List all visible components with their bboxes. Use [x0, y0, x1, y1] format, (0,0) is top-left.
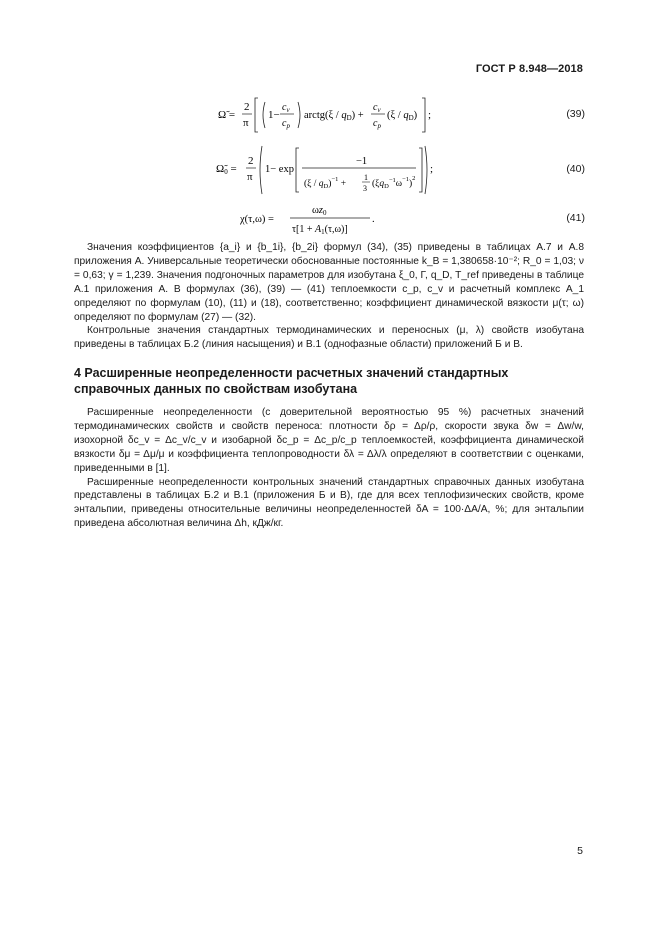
document-header: ГОСТ Р 8.948—2018 — [475, 63, 583, 75]
svg-text:;: ; — [428, 109, 432, 121]
formula-41 — [240, 200, 390, 240]
svg-text:(ξ / qD): (ξ / qD) — [387, 110, 418, 122]
section-heading: 4 Расширенные неопределенности расчетных значений стандартных справочных данных по свойствам изобутана — [74, 366, 509, 396]
equation-number-39: (39) — [566, 108, 585, 120]
svg-text:1: 1 — [364, 173, 368, 182]
paragraph-control-values: Контрольные значения стандартных термодинамических и переносных (μ, λ) свойств изобутана приведены в таблицах Б.2 (линия насыщения) и В.1 (однофазные области) приложений Б и В. — [74, 325, 584, 351]
svg-text:−1: −1 — [356, 156, 368, 167]
svg-text:π: π — [247, 171, 253, 183]
coefficients-paragraph-block — [74, 241, 584, 352]
svg-text:cv: $c_v$ — [373, 102, 381, 114]
svg-text:Ω̃ =: Ω̃ = — [218, 109, 236, 121]
paragraph-uncertainties: Расширенные неопределенности (с доверительной вероятностью 95 %) расчетных значений термодинамических свойств и свойств переноса: плотности δρ = Δρ/ρ, скорости звука δw = Δw/w, изохорной δc_v = Δc_v/c_v и изобарной δc_p = Δc_p/c_p теплоемкостей, коэффициента динамической вязкости δμ = Δμ/μ и коэффициента теплопроводности δλ = Δλ/λ определяют в соответствии с оценками, приведенными в [1]. — [74, 407, 584, 474]
svg-text:3: 3 — [363, 184, 367, 193]
svg-text:arctg(ξ / qD) +: arctg(ξ / qD) + — [304, 110, 364, 122]
svg-text:χ(τ,ω) =: χ(τ,ω) = — [240, 214, 274, 225]
svg-text:cv: $c_v$ — [282, 102, 290, 114]
svg-text:cp: $c_p$ — [373, 118, 381, 130]
equation-number-41: (41) — [566, 212, 585, 224]
svg-text:.: . — [372, 214, 375, 225]
paragraph-coefficients: Значения коэффициентов {a_i} и {b_1i}, {b_2i} формул (34), (35) приведены в таблицах А.7 и А.8 приложения А. Универсальные теоретически обоснованные постоянные k_B = 1,380658·10⁻²; R_0 = 1,03; ν = 0,63; γ = 1,239. Значения подгоночных параметров для изобутана ξ_0, Γ, q_D, T_ref приведены в таблице А.1 приложения А. В формулах (36), (39) — (41) теплоемкости c_p, c_v и расчетный комплекс A_1 определяют по формулам (10), (11) и (18), соответственно; коэффициент динамической вязкости μ(τ; ω) определяют по формулам (27) — (32). — [74, 242, 584, 323]
uncertainty-paragraph-block — [74, 406, 584, 531]
svg-text:ωz0: ωz0 — [312, 205, 327, 217]
svg-text:;: ; — [430, 163, 434, 175]
svg-text:Ω̃0 =: Ω̃0 = — [216, 163, 237, 176]
formula-39 — [218, 92, 448, 140]
svg-text:2: 2 — [244, 101, 250, 113]
svg-text:τ[1 + A1(τ,ω)]: $\tau[1 + A_1(\tau,\omega)]$ — [292, 224, 348, 236]
equation-number-40: (40) — [566, 163, 585, 175]
formula-40 — [216, 142, 446, 198]
svg-text:cp: $c_p$ — [282, 118, 290, 130]
svg-text:(ξ / qD)−1 +: $(\xi / q_D)^{-1}$ + — [304, 176, 347, 190]
svg-text:1−: 1− — [268, 109, 280, 121]
svg-text:π: π — [243, 117, 249, 129]
svg-text:(ξqD−1ω−1)2: $(\xi q_D^{-1}\omega^{-1})^2$ — [372, 175, 416, 190]
paragraph-control-uncertainties: Расширенные неопределенности контрольных значений стандартных справочных данных изобутана представлены в таблицах Б.2 и В.1 (приложения Б и В), где для всех теплофизических свойств, кроме энтальпии, приведены относительные величины неопределенностей δA = 100·ΔA/A, %; для энтальпии приведена абсолютная величина Δh, кДж/кг. — [74, 476, 584, 530]
svg-text:1− exp: 1− exp — [265, 164, 294, 175]
svg-text:2: 2 — [248, 155, 254, 167]
page-number: 5 — [577, 845, 583, 857]
